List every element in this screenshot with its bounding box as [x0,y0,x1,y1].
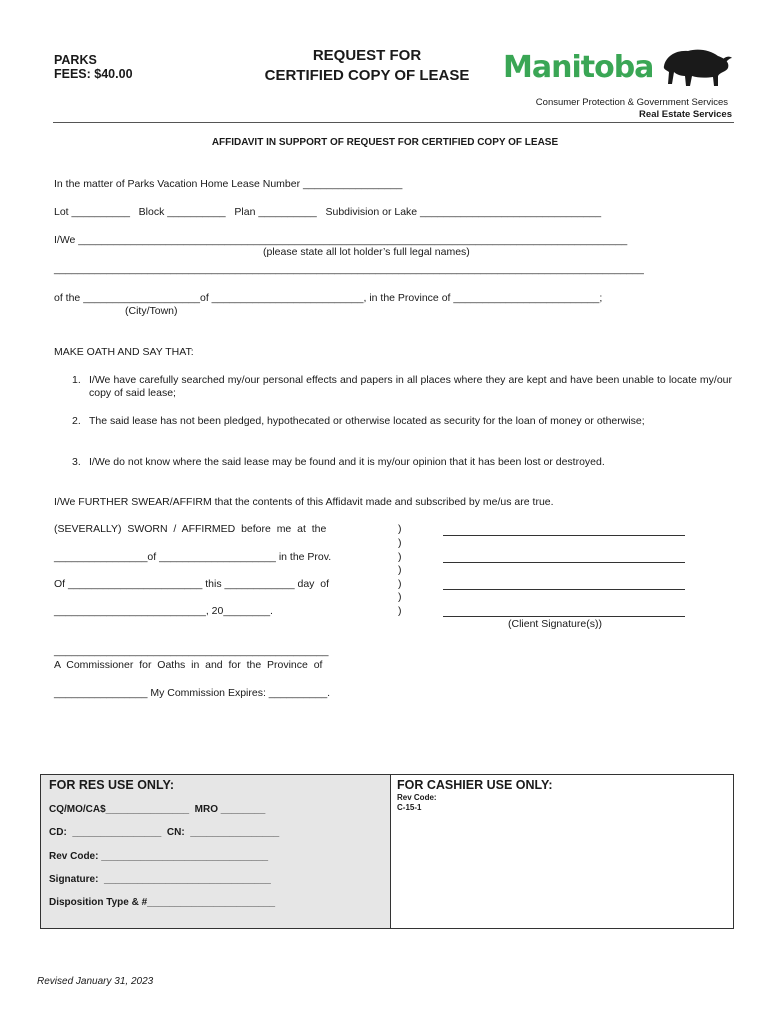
client-signature-line-1[interactable] [443,535,685,536]
bison-icon [658,46,734,88]
client-signature-label: (Client Signature(s)) [508,618,602,630]
cashier-rev-code [397,793,437,813]
cq-mo-ca-field[interactable]: CQ/MO/CA$_______________ MRO ________ [49,804,266,815]
oath-item-number: 2. [72,415,81,427]
names-continuation-line: _____________________________________________________________________________________________________ [54,263,644,275]
cashier-use-heading: FOR CASHIER USE ONLY: [397,778,553,792]
department-name: Consumer Protection & Government Services [535,97,728,108]
form-title-line2: CERTIFIED COPY OF LEASE [264,67,470,84]
oath-item-3 [72,456,732,469]
oath-item-1 [72,374,732,400]
branch-name: Real Estate Services [639,109,732,120]
bracket-paren: ) [398,523,402,535]
sworn-line-1: (SEVERALLY) SWORN / AFFIRMED before me at the [54,523,327,535]
commissioner-label: A Commissioner for Oaths in and for the Province of [54,659,323,671]
fees-label: FEES: $40.00 [54,67,133,81]
sworn-line-4: __________________________, 20________. [54,605,273,617]
form-title-line1: REQUEST FOR [312,47,422,64]
names-hint: (please state all lot holder’s full legal names) [263,246,470,258]
client-signature-line-2[interactable] [443,562,685,563]
bracket-paren: ) [398,605,402,617]
lease-number-line: In the matter of Parks Vacation Home Lease Number _________________ [54,178,403,190]
oath-item-2 [72,415,732,428]
oath-item-text: The said lease has not been pledged, hypothecated or otherwise located as security for the loan of money or otherwise; [89,415,645,427]
oath-item-text: I/We have carefully searched my/our personal effects and papers in all places where they are kept and have been unable to locate my/our copy of said lease; [89,374,732,399]
further-swear-statement: I/We FURTHER SWEAR/AFFIRM that the contents of this Affidavit made and subscribed by me/us are true. [54,496,554,508]
commission-expiry-line: ________________ My Commission Expires: __________. [54,687,331,699]
oath-heading: MAKE OATH AND SAY THAT: [54,346,194,358]
commissioner-signature-line[interactable]: _______________________________________________ [54,645,329,657]
affidavit-title: AFFIDAVIT IN SUPPORT OF REQUEST FOR CERTIFIED COPY OF LEASE [211,137,559,148]
oath-item-number: 3. [72,456,81,468]
city-town-hint: (City/Town) [125,305,178,317]
cashier-use-only-box [390,774,734,929]
parks-label: PARKS [54,53,97,67]
header-divider [53,122,734,123]
oath-item-text: I/We do not know where the said lease may be found and it is my/our opinion that it has been lost or destroyed. [89,456,605,468]
bracket-paren: ) [398,537,402,549]
bracket-paren: ) [398,578,402,590]
signature-field[interactable]: Signature: ______________________________ [49,874,271,885]
sworn-line-3: Of _______________________ this ____________ day of [54,578,329,590]
bracket-paren: ) [398,564,402,576]
revision-date: Revised January 31, 2023 [37,976,154,987]
bracket-paren: ) [398,591,402,603]
bracket-paren: ) [398,551,402,563]
disposition-type-field[interactable]: Disposition Type & #_______________________ [49,897,276,908]
oath-item-number: 1. [72,374,81,386]
rev-code-value: C-15-1 [397,803,422,812]
residence-line: of the ____________________of __________________________, in the Province of _________________________; [54,292,603,304]
manitoba-logo: Manitoba [503,50,654,85]
names-line: I/We ______________________________________________________________________________________________ [54,234,628,246]
form-title [232,46,502,86]
client-signature-line-3[interactable] [443,589,685,590]
client-signature-line-4[interactable] [443,616,685,617]
res-use-only-box [40,774,391,929]
lot-block-plan-line: Lot __________ Block __________ Plan __________ Subdivision or Lake _______________________________ [54,206,602,218]
sworn-line-2: ________________of ____________________ in the Prov. [54,551,332,563]
res-use-heading: FOR RES USE ONLY: [49,778,175,792]
parks-fees-block [54,53,133,81]
rev-code-label: Rev Code: [397,793,437,802]
rev-code-field[interactable]: Rev Code: ______________________________ [49,851,269,862]
cd-cn-field[interactable]: CD: ________________ CN: ________________ [49,827,280,838]
